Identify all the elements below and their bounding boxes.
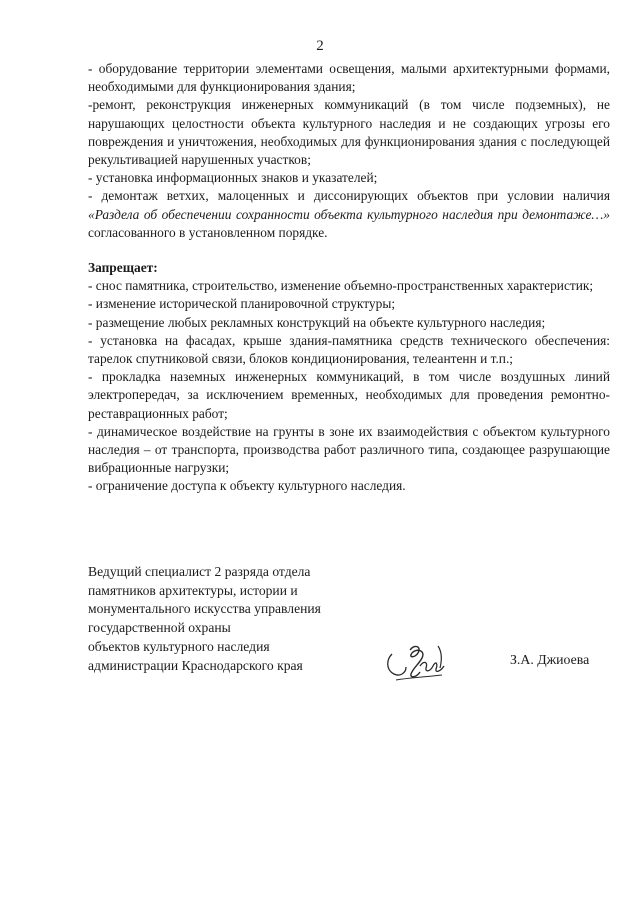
prohibited-item: - размещение любых рекламных конструкций на объекте культурного наследия; (88, 314, 546, 330)
prohibited-item: - ограничение доступа к объекту культурного наследия. (88, 478, 406, 494)
signatory-position-line: объектов культурного наследия (88, 638, 270, 654)
permitted-item: - оборудование территории элементами освещения, малыми архитектурными формами, необходимыми для функционирования здания; (88, 61, 610, 95)
signatory-name: З.А. Джиоева (510, 652, 590, 667)
dismantling-section-reference: «Раздела об обеспечении сохранности объекта культурного наследия при демонтаже…» (88, 206, 610, 222)
page-number: 2 (316, 38, 324, 54)
signatory-position-line: монументального искусства управления (88, 601, 321, 617)
dismantling-text: - демонтаж ветхих, малоценных и диссонирующих объектов при условии наличия (88, 188, 610, 204)
permitted-item: - установка информационных знаков и указателей; (88, 170, 378, 186)
signatory-position-line: Ведущий специалист 2 разряда отдела (88, 564, 311, 579)
permitted-item-dismantling (88, 187, 610, 242)
signatory-position-line: государственной охраны (88, 620, 231, 636)
dismantling-text-end: согласованного в установленном порядке. (88, 224, 328, 240)
prohibited-item: - прокладка наземных инженерных коммуникаций, в том числе воздушных линий электропередач, за исключением временных, необходимых для проведения ремонтно-реставрационных работ; (88, 369, 610, 421)
signatory-position-line: администрации Краснодарского края (88, 657, 303, 673)
prohibited-item: - установка на фасадах, крыше здания-памятника средств технического обеспечения: тарелок спутниковой связи, блоков кондиционирования, телеантенн и т.п.; (88, 332, 610, 367)
permitted-item: -ремонт, реконструкция инженерных коммуникаций (в том числе подземных), не нарушающих целостности объекта культурного наследия и не создающих угрозы его повреждения и уничтожения, необходимых для функционирования здания с последующей рекультивацией нарушенных участков; (88, 97, 610, 168)
prohibited-item: - снос памятника, строительство, изменение объемно-пространственных характеристик; (88, 278, 594, 294)
handwritten-signature (380, 636, 460, 691)
signatory-position (88, 563, 348, 675)
prohibited-heading: Запрещает: (88, 260, 158, 276)
signature-scribble-icon (380, 636, 460, 686)
prohibited-item: - изменение исторической планировочной структуры; (88, 296, 396, 312)
document-body (88, 60, 610, 496)
signatory-position-line: памятников архитектуры, истории и (88, 582, 298, 598)
prohibited-item: - динамическое воздействие на грунты в зоне их взаимодействия с объектом культурного наследия – от транспорта, производства работ различного типа, создающее разрушающие вибрационные нагрузки; (88, 423, 610, 476)
